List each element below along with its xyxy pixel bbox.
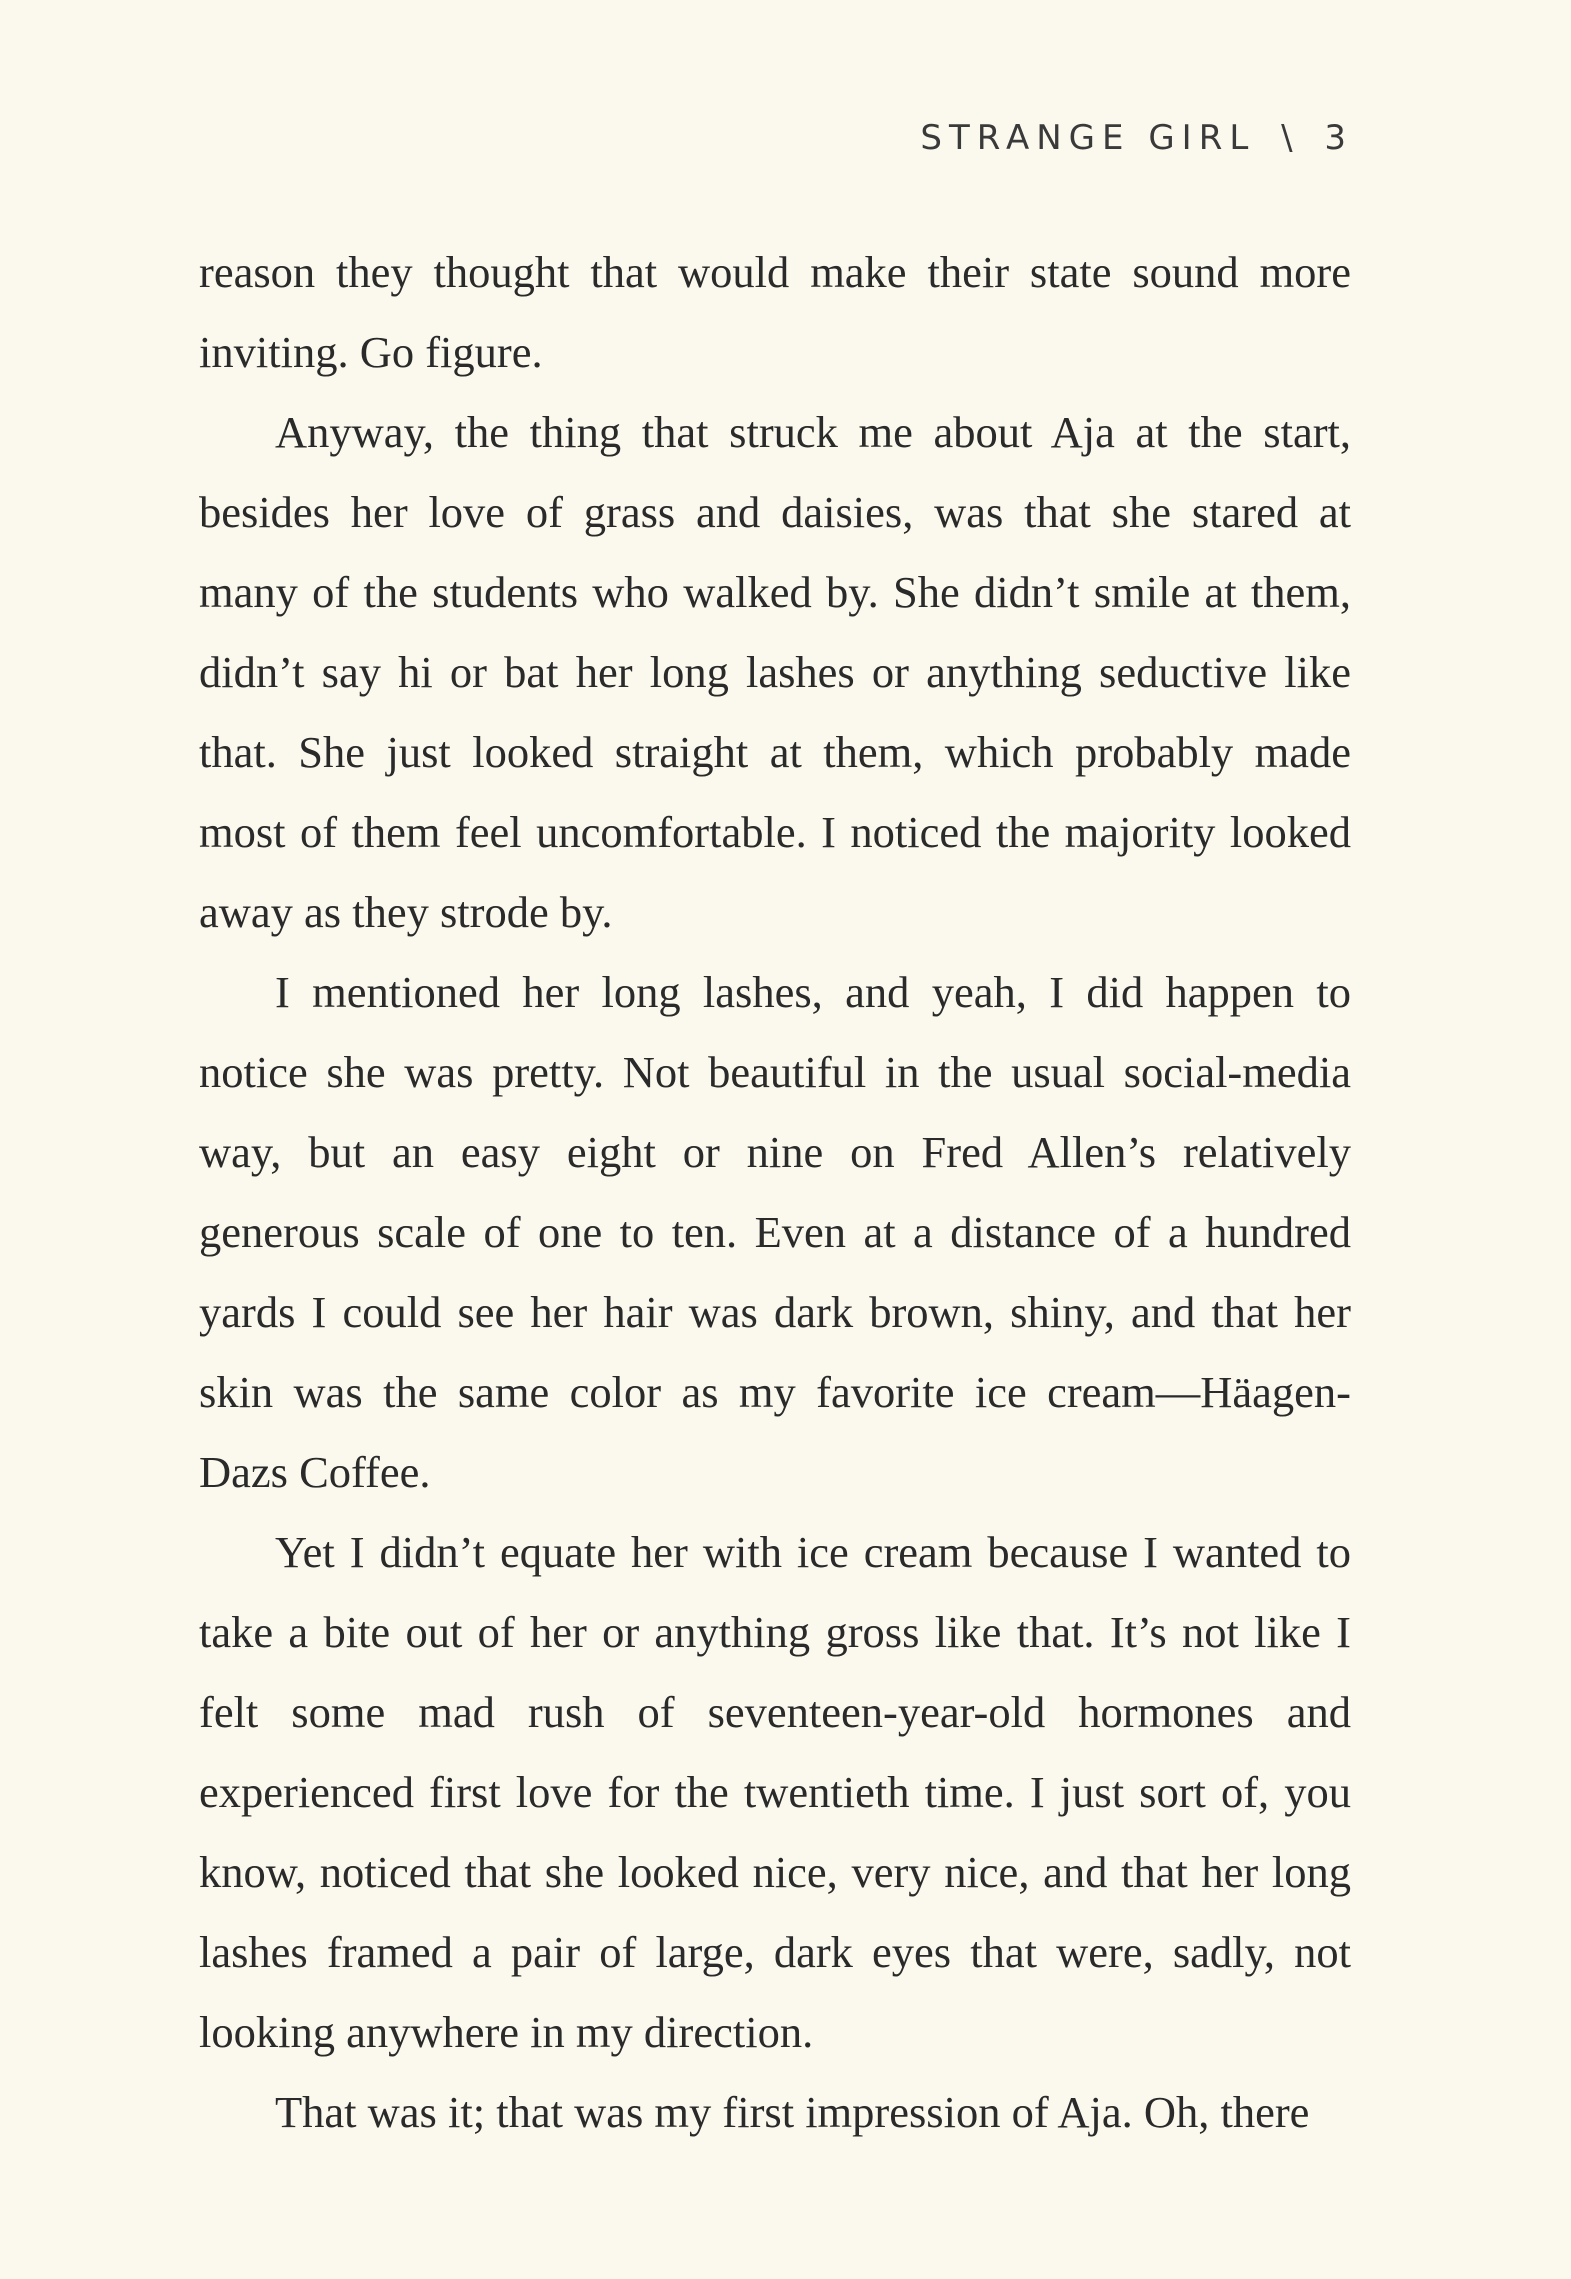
running-head — [920, 118, 1353, 158]
paragraph: Anyway, the thing that struck me about Aja at the start, besides her love of grass and daisies, was that she stared at many of the students who walked by. She didn’t smile at them, didn’t say hi or bat her long lashes or anything seductive like that. She just looked straight at them, which probably made most of them feel uncomfortable. I noticed the majority looked away as they strode by. — [199, 407, 1351, 937]
paragraph: I mentioned her long lashes, and yeah, I did happen to notice she was pretty. Not beautiful in the usual social-media way, but an easy eight or nine on Fred Allen’s relatively generous scale of one to ten. Even at a distance of a hundred yards I could see her hair was dark brown, shiny, and that her skin was the same color as my favorite ice cream—Häagen-Dazs Coffee. — [199, 967, 1351, 1497]
body-text — [199, 232, 1351, 2152]
header-separator: \ — [1281, 118, 1293, 158]
paragraph: Yet I didn’t equate her with ice cream because I wanted to take a bite out of her or anything gross like that. It’s not like I felt some mad rush of seventeen-year-old hormones and experienced first love for the twentieth time. I just sort of, you know, noticed that she looked nice, very nice, and that her long lashes framed a pair of large, dark eyes that were, sadly, not looking anywhere in my direction. — [199, 1527, 1351, 2057]
paragraph-last: That was it; that was my first impression of Aja. Oh, there — [275, 2087, 1310, 2137]
paragraph-continued: reason they thought that would make their state sound more inviting. Go figure. — [199, 247, 1351, 377]
book-title: STRANGE GIRL — [920, 118, 1256, 158]
page-number: 3 — [1324, 118, 1353, 158]
